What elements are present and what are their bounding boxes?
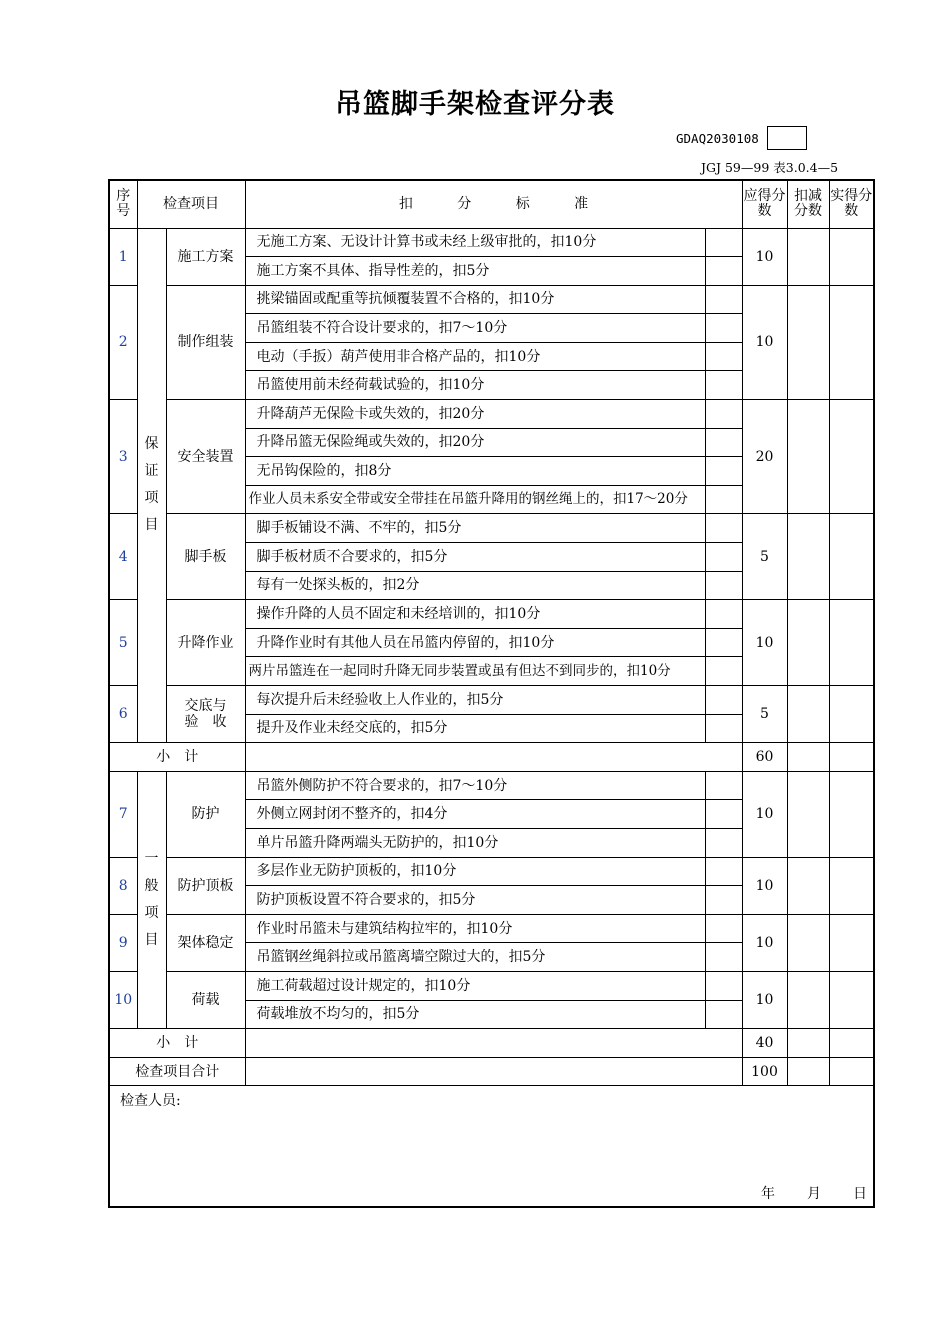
general-group-char: 般 — [144, 877, 159, 894]
deduct-score-cell[interactable] — [787, 914, 829, 971]
item-number: 8 — [109, 857, 137, 914]
inspector-label: 检查人员: — [120, 1093, 181, 1110]
subtotal-value: 40 — [742, 1029, 787, 1058]
item-number: 6 — [109, 686, 137, 743]
item-number: 7 — [109, 771, 137, 857]
deduction-criterion: 防护顶板设置不符合要求的，扣5分 — [245, 886, 705, 915]
total-row — [109, 1057, 874, 1086]
deduction-criterion: 外侧立网封闭不整齐的，扣4分 — [245, 800, 705, 829]
item-name-line: 验 收 — [184, 714, 227, 731]
item-name-line: 交底与 — [184, 698, 227, 715]
deduction-mark-cell[interactable] — [705, 571, 742, 600]
deduction-mark-cell[interactable] — [705, 1000, 742, 1029]
deduction-criterion: 荷载堆放不均匀的，扣5分 — [245, 1000, 705, 1029]
item-name: 荷载 — [166, 971, 245, 1028]
actual-score-cell[interactable] — [829, 971, 874, 1028]
deduction-mark-cell[interactable] — [705, 771, 742, 800]
item-number: 5 — [109, 600, 137, 686]
subtotal-deduct-cell[interactable] — [787, 1029, 829, 1058]
deduction-mark-cell[interactable] — [705, 657, 742, 686]
actual-score-cell[interactable] — [829, 914, 874, 971]
table-row — [109, 971, 874, 1000]
item-name: 架体稳定 — [166, 914, 245, 971]
deduction-mark-cell[interactable] — [705, 886, 742, 915]
deduction-mark-cell[interactable] — [705, 257, 742, 286]
item-name: 防护顶板 — [166, 857, 245, 914]
item-number: 3 — [109, 400, 137, 514]
deduct-score-cell[interactable] — [787, 857, 829, 914]
deduction-mark-cell[interactable] — [705, 457, 742, 486]
deduction-criterion: 挑梁锚固或配重等抗倾覆装置不合格的，扣10分 — [245, 285, 705, 314]
item-name: 施工方案 — [166, 228, 245, 285]
deduction-criterion: 每有一处探头板的，扣2分 — [245, 571, 705, 600]
subtotal-label: 小 计 — [109, 1029, 245, 1058]
guarantee-group-char: 保 — [144, 436, 159, 453]
due-score: 10 — [742, 914, 787, 971]
deduction-mark-cell[interactable] — [705, 485, 742, 514]
form-code: GDAQ2030108 — [676, 131, 759, 146]
item-name: 脚手板 — [166, 514, 245, 600]
guarantee-group-char: 目 — [144, 517, 159, 534]
deduction-criterion: 施工荷载超过设计规定的，扣10分 — [245, 971, 705, 1000]
actual-score-cell[interactable] — [829, 514, 874, 600]
due-score: 10 — [742, 971, 787, 1028]
due-score: 20 — [742, 400, 787, 514]
subtotal-row — [109, 1029, 874, 1058]
table-row — [109, 857, 874, 886]
item-name: 制作组装 — [166, 285, 245, 399]
table-row — [109, 600, 874, 629]
deduction-mark-cell[interactable] — [705, 828, 742, 857]
general-group-char: 目 — [144, 931, 159, 948]
deduction-mark-cell[interactable] — [705, 543, 742, 572]
due-score: 10 — [742, 228, 787, 285]
guarantee-group-char: 项 — [144, 490, 159, 507]
deduction-criterion: 升降葫芦无保险卡或失效的，扣20分 — [245, 400, 705, 429]
guarantee-group-char: 证 — [144, 463, 159, 480]
deduction-criterion: 吊篮使用前未经荷载试验的，扣10分 — [245, 371, 705, 400]
inspector-field[interactable] — [109, 1086, 874, 1208]
actual-score-cell[interactable] — [829, 228, 874, 285]
table-row — [109, 686, 874, 715]
deduction-criterion: 作业人员未系安全带或安全带挂在吊篮升降用的钢丝绳上的，扣17～20分 — [245, 485, 705, 514]
date-day: 日 — [853, 1186, 868, 1203]
total-deduct-cell[interactable] — [787, 1057, 829, 1086]
due-score: 10 — [742, 285, 787, 399]
deduct-score-cell[interactable] — [787, 600, 829, 686]
total-value: 100 — [742, 1057, 787, 1086]
item-number: 1 — [109, 228, 137, 285]
deduction-criterion: 升降作业时有其他人员在吊篮内停留的，扣10分 — [245, 628, 705, 657]
guarantee-group — [137, 228, 166, 743]
deduction-mark-cell[interactable] — [705, 400, 742, 429]
actual-score-cell[interactable] — [829, 400, 874, 514]
subtotal-label: 小 计 — [109, 743, 245, 772]
deduction-criterion: 操作升降的人员不固定和未经培训的，扣10分 — [245, 600, 705, 629]
table-row — [109, 514, 874, 543]
subtotal-deduct-cell[interactable] — [787, 743, 829, 772]
header-criteria: 扣 分 标 准 — [245, 180, 742, 228]
deduction-criterion: 电动（手扳）葫芦使用非合格产品的，扣10分 — [245, 342, 705, 371]
deduction-criterion: 吊篮钢丝绳斜拉或吊篮离墙空隙过大的，扣5分 — [245, 943, 705, 972]
signature-row — [109, 1086, 874, 1208]
total-label: 检查项目合计 — [109, 1057, 245, 1086]
actual-score-cell[interactable] — [829, 285, 874, 399]
deduction-mark-cell[interactable] — [705, 800, 742, 829]
header-actual: 实得分数 — [829, 180, 874, 228]
item-name: 安全装置 — [166, 400, 245, 514]
item-number: 2 — [109, 285, 137, 399]
deduction-mark-cell[interactable] — [705, 628, 742, 657]
deduction-mark-cell[interactable] — [705, 857, 742, 886]
table-row — [109, 285, 874, 314]
due-score: 5 — [742, 686, 787, 743]
subtotal-blank — [245, 743, 742, 772]
deduction-mark-cell[interactable] — [705, 285, 742, 314]
date-year: 年 — [761, 1186, 776, 1203]
due-score: 10 — [742, 600, 787, 686]
subtotal-actual-cell[interactable] — [829, 1029, 874, 1058]
header-due: 应得分数 — [742, 180, 787, 228]
deduction-mark-cell[interactable] — [705, 914, 742, 943]
date-month: 月 — [807, 1186, 822, 1203]
actual-score-cell[interactable] — [829, 857, 874, 914]
item-number: 9 — [109, 914, 137, 971]
deduction-mark-cell[interactable] — [705, 714, 742, 743]
due-score: 5 — [742, 514, 787, 600]
deduct-score-cell[interactable] — [787, 686, 829, 743]
deduction-criterion: 单片吊篮升降两端头无防护的，扣10分 — [245, 828, 705, 857]
header-deduct: 扣减分数 — [787, 180, 829, 228]
general-group-char: 项 — [144, 904, 159, 921]
due-score: 10 — [742, 857, 787, 914]
actual-score-cell[interactable] — [829, 771, 874, 857]
deduction-criterion: 升降吊篮无保险绳或失效的，扣20分 — [245, 428, 705, 457]
deduction-mark-cell[interactable] — [705, 314, 742, 343]
subtotal-row — [109, 743, 874, 772]
due-score: 10 — [742, 771, 787, 857]
deduction-criterion: 脚手板铺设不满、不牢的，扣5分 — [245, 514, 705, 543]
header-no: 序号 — [109, 180, 137, 228]
subtotal-actual-cell[interactable] — [829, 743, 874, 772]
deduction-mark-cell[interactable] — [705, 600, 742, 629]
table-row — [109, 771, 874, 800]
deduction-criterion: 无施工方案、无设计计算书或未经上级审批的，扣10分 — [245, 228, 705, 257]
deduction-criterion: 施工方案不具体、指导性差的，扣5分 — [245, 257, 705, 286]
date-field — [729, 1186, 867, 1202]
deduct-score-cell[interactable] — [787, 514, 829, 600]
standard-ref: JGJ 59—99 表3.0.4—5 — [701, 160, 839, 175]
header-item: 检查项目 — [137, 180, 245, 228]
general-group-char: 一 — [144, 850, 159, 867]
deduction-mark-cell[interactable] — [705, 514, 742, 543]
deduction-mark-cell[interactable] — [705, 686, 742, 715]
form-code-box[interactable] — [767, 126, 807, 150]
total-actual-cell[interactable] — [829, 1057, 874, 1086]
table-row — [109, 914, 874, 943]
deduction-criterion: 两片吊篮连在一起同时升降无同步装置或虽有但达不到同步的，扣10分 — [245, 657, 705, 686]
deduction-criterion: 作业时吊篮未与建筑结构拉牢的，扣10分 — [245, 914, 705, 943]
deduct-score-cell[interactable] — [787, 228, 829, 285]
deduction-criterion: 每次提升后未经验收上人作业的，扣5分 — [245, 686, 705, 715]
deduct-score-cell[interactable] — [787, 971, 829, 1028]
item-name: 升降作业 — [166, 600, 245, 686]
general-group — [137, 771, 166, 1028]
page-title: 吊篮脚手架检查评分表 — [335, 89, 615, 120]
deduction-mark-cell[interactable] — [705, 228, 742, 257]
deduction-criterion: 吊篮外侧防护不符合要求的，扣7～10分 — [245, 771, 705, 800]
deduction-mark-cell[interactable] — [705, 971, 742, 1000]
deduction-criterion: 脚手板材质不合要求的，扣5分 — [245, 543, 705, 572]
header-row — [109, 180, 874, 228]
subtotal-blank — [245, 1029, 742, 1058]
subtotal-value: 60 — [742, 743, 787, 772]
item-number: 4 — [109, 514, 137, 600]
table-row — [109, 400, 874, 429]
table-row — [109, 228, 874, 257]
item-name — [166, 686, 245, 743]
item-number: 10 — [109, 971, 137, 1028]
deduction-criterion: 无吊钩保险的，扣8分 — [245, 457, 705, 486]
deduct-score-cell[interactable] — [787, 771, 829, 857]
deduct-score-cell[interactable] — [787, 285, 829, 399]
deduction-criterion: 吊篮组装不符合设计要求的，扣7～10分 — [245, 314, 705, 343]
total-blank — [245, 1057, 742, 1086]
actual-score-cell[interactable] — [829, 600, 874, 686]
deduction-mark-cell[interactable] — [705, 428, 742, 457]
score-table — [108, 179, 875, 1208]
deduct-score-cell[interactable] — [787, 400, 829, 514]
deduction-criterion: 提升及作业未经交底的，扣5分 — [245, 714, 705, 743]
actual-score-cell[interactable] — [829, 686, 874, 743]
item-name: 防护 — [166, 771, 245, 857]
deduction-mark-cell[interactable] — [705, 342, 742, 371]
deduction-mark-cell[interactable] — [705, 943, 742, 972]
deduction-mark-cell[interactable] — [705, 371, 742, 400]
deduction-criterion: 多层作业无防护顶板的，扣10分 — [245, 857, 705, 886]
